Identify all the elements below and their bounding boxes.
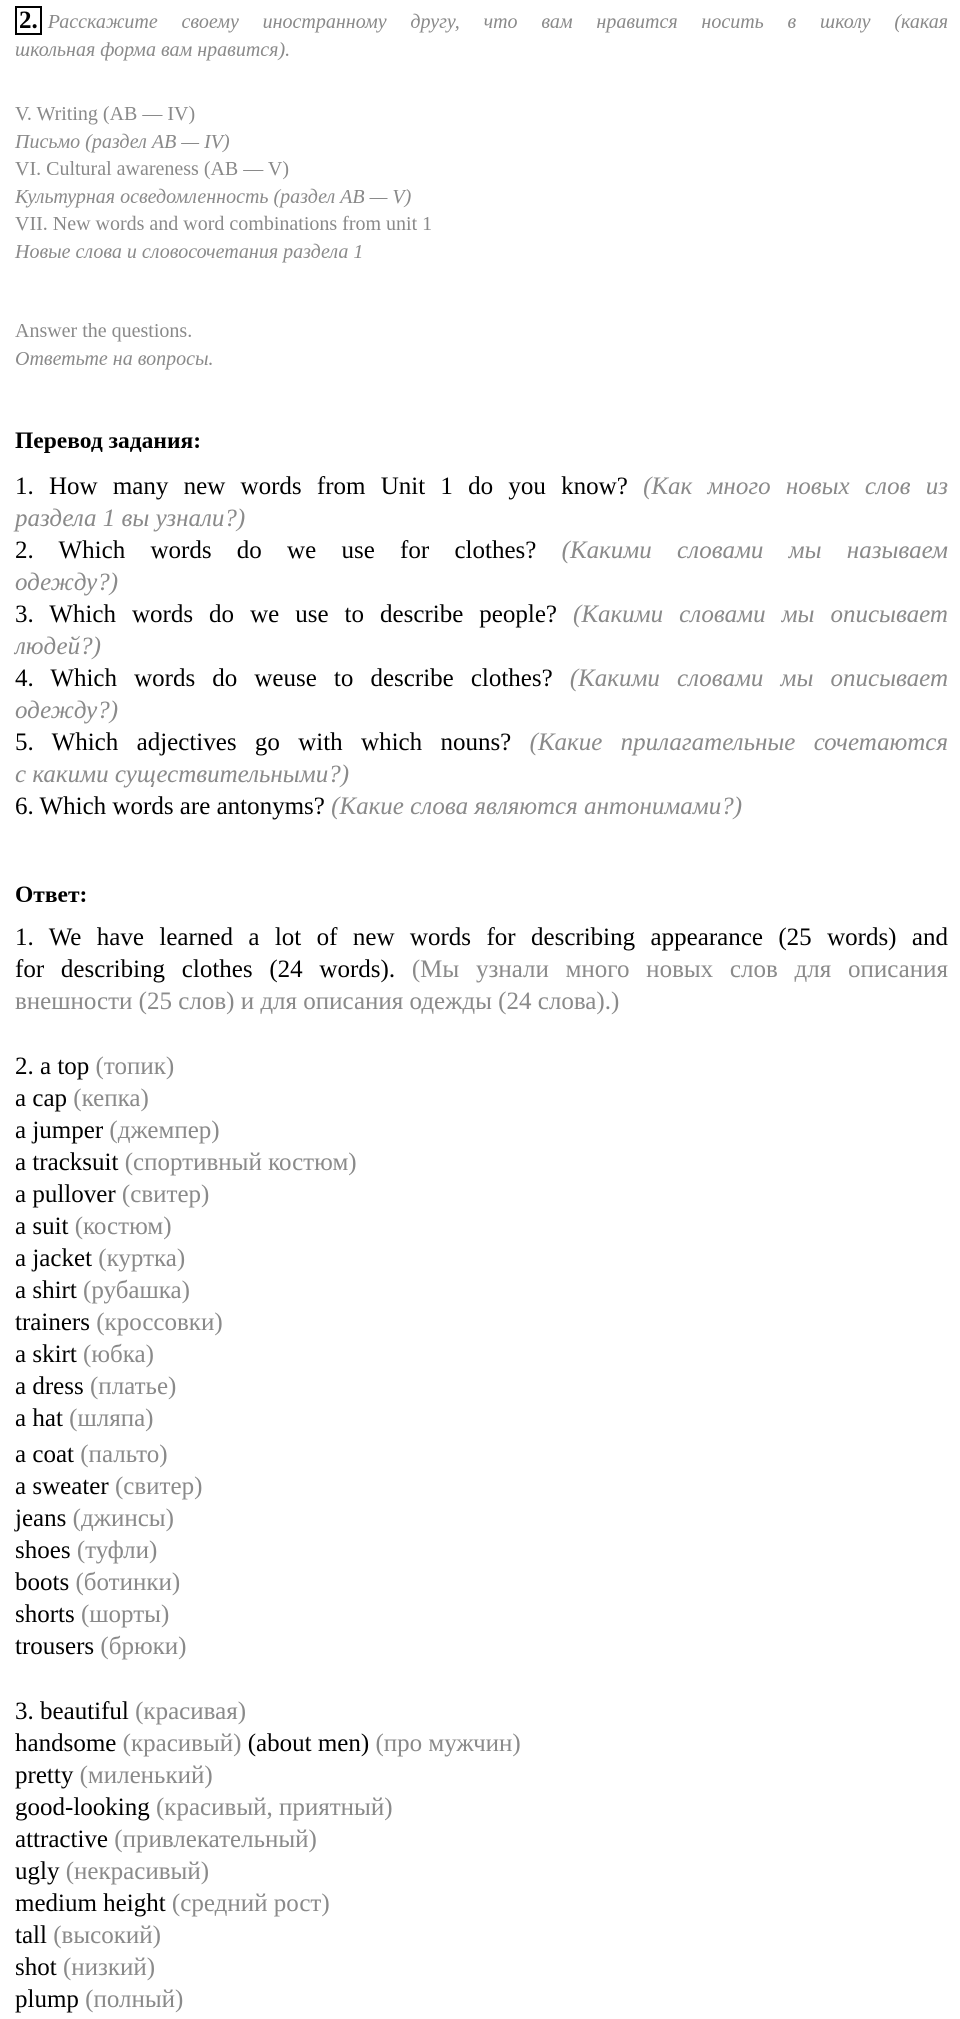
task-2-line-2: школьная форма вам нравится). xyxy=(15,39,291,61)
appearance-item: pretty (миленький) xyxy=(15,1762,213,1789)
task-2-text: Расскажите своему иностранному другу, что вам нравится носить в школу (какая xyxy=(47,11,948,33)
clothes-item: a dress (платье) xyxy=(15,1373,177,1400)
question-2-en: 2. Which words do we use for clothes? xyxy=(15,537,537,564)
question-2-line-1 xyxy=(15,538,948,563)
question-3-line-2: людей?) xyxy=(15,633,101,660)
question-4-line-2: одежду?) xyxy=(15,697,119,724)
question-5-line-1 xyxy=(15,730,948,755)
question-4-line-1 xyxy=(15,666,948,691)
clothes-item: 2. a top (топик) xyxy=(15,1053,175,1080)
question-5-en: 5. Which adjectives go with which nouns? xyxy=(15,729,512,756)
question-1-line-1 xyxy=(15,474,948,499)
clothes-item: a jacket (куртка) xyxy=(15,1245,186,1272)
appearance-item: handsome (красивый) (about men) (про мужчин) xyxy=(15,1730,521,1757)
clothes-item: boots (ботинки) xyxy=(15,1569,181,1596)
clothes-item: shoes (туфли) xyxy=(15,1537,158,1564)
clothes-item: a suit (костюм) xyxy=(15,1213,172,1240)
question-3-ru: (Какими словами мы описывает xyxy=(573,601,948,628)
clothes-item: trousers (брюки) xyxy=(15,1633,187,1660)
clothes-item: a pullover (свитер) xyxy=(15,1181,210,1208)
question-6 xyxy=(15,794,948,819)
question-6-ru: (Какие слова являются антонимами?) xyxy=(331,793,743,820)
task-number-box: 2. xyxy=(15,6,42,35)
answer-1-line-3: внешности (25 слов) и для описания одежды (24 слова).) xyxy=(15,988,620,1015)
clothes-item: a jumper (джемпер) xyxy=(15,1117,220,1144)
answer-1-line-1: 1. We have learned a lot of new words for describing appearance (25 words) and xyxy=(15,924,948,951)
answer-1-line-2 xyxy=(15,957,948,982)
section-writing: V. Writing (AB — IV) xyxy=(15,103,196,125)
question-5-line-2: с какими существительными?) xyxy=(15,761,350,788)
question-2-line-2: одежду?) xyxy=(15,569,119,596)
section-new-words-ru: Новые слова и словосочетания раздела 1 xyxy=(15,241,364,263)
clothes-item: jeans (джинсы) xyxy=(15,1505,174,1532)
clothes-item: shorts (шорты) xyxy=(15,1601,170,1628)
question-3-en: 3. Which words do we use to describe people? xyxy=(15,601,558,628)
question-2-ru: (Какими словами мы называем xyxy=(561,537,948,564)
clothes-item: a skirt (юбка) xyxy=(15,1341,154,1368)
clothes-item: a sweater (свитер) xyxy=(15,1473,203,1500)
appearance-item: tall (высокий) xyxy=(15,1922,161,1949)
question-4-ru: (Какими словами мы описывает xyxy=(569,665,948,692)
task-2-line-1 xyxy=(15,6,948,35)
question-3-line-1 xyxy=(15,602,948,627)
clothes-item: a coat (пальто) xyxy=(15,1441,168,1468)
appearance-item: good-looking (красивый, приятный) xyxy=(15,1794,393,1821)
translation-heading: Перевод задания: xyxy=(15,428,202,454)
clothes-item: a hat (шляпа) xyxy=(15,1405,154,1432)
section-cultural: VI. Cultural awareness (AB — V) xyxy=(15,158,290,180)
appearance-item: attractive (привлекательный) xyxy=(15,1826,317,1853)
section-writing-ru: Письмо (раздел AB — IV) xyxy=(15,131,230,153)
section-new-words: VII. New words and word combinations from unit 1 xyxy=(15,213,433,235)
answer-heading: Ответ: xyxy=(15,882,88,908)
section-cultural-ru: Культурная осведомленность (раздел AB — V) xyxy=(15,186,412,208)
clothes-item: a cap (кепка) xyxy=(15,1085,149,1112)
question-6-en: 6. Which words are antonyms? xyxy=(15,793,325,820)
question-4-en: 4. Which words do weuse to describe clothes? xyxy=(15,665,553,692)
clothes-item: trainers (кроссовки) xyxy=(15,1309,223,1336)
clothes-item: a shirt (рубашка) xyxy=(15,1277,190,1304)
question-1-en: 1. How many new words from Unit 1 do you know? xyxy=(15,473,628,500)
appearance-item: plump (полный) xyxy=(15,1986,184,2013)
instruction-en: Answer the questions. xyxy=(15,320,193,342)
question-5-ru: (Какие прилагательные сочетаются xyxy=(529,729,948,756)
answer-1-en: for describing clothes (24 words). xyxy=(15,956,396,983)
question-1-ru: (Как много новых слов из xyxy=(643,473,949,500)
instruction-ru: Ответьте на вопросы. xyxy=(15,348,214,370)
appearance-item: ugly (некрасивый) xyxy=(15,1858,210,1885)
appearance-item: medium height (средний рост) xyxy=(15,1890,330,1917)
appearance-item: shot (низкий) xyxy=(15,1954,156,1981)
question-1-line-2: раздела 1 вы узнали?) xyxy=(15,505,246,532)
appearance-item: 3. beautiful (красивая) xyxy=(15,1698,247,1725)
clothes-item: a tracksuit (спортивный костюм) xyxy=(15,1149,357,1176)
answer-1-ru: (Мы узнали много новых слов для описания xyxy=(411,956,948,983)
